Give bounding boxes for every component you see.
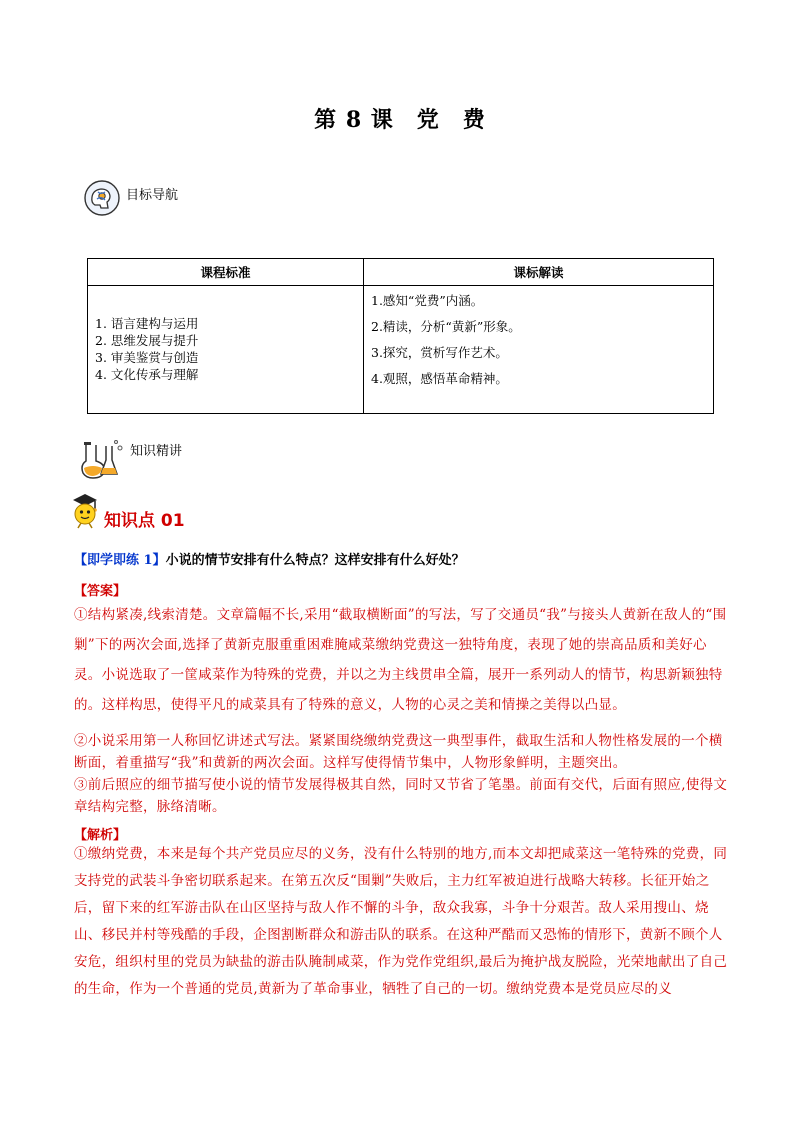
answer-paragraph-2: ②小说采用第一人称回忆讲述式写法。紧紧围绕缴纳党费这一典型事件，截取生活和人物性格发展的一个横断面，着重描写“我”和黄新的两次会面。这样写使得情节集中，人物形象鲜明，主题突出。	[74, 733, 723, 771]
brain-gear-icon	[82, 178, 122, 222]
exercise-question-text: 小说的情节安排有什么特点？这样安排有什么好处？	[165, 553, 465, 568]
list-item: 3. 审美鉴赏与创造	[95, 350, 199, 365]
table-row	[88, 286, 714, 414]
page-title: 第 8 课 党 费	[314, 107, 486, 133]
list-item: 1. 语言建构与运用	[95, 316, 199, 331]
exercise-question	[74, 549, 465, 568]
graduate-mascot-icon	[70, 491, 100, 533]
table-header-row	[88, 259, 714, 286]
interpretation-list	[371, 291, 712, 395]
goal-nav-label: 目标导航	[126, 188, 179, 203]
table-cell-standards	[88, 286, 364, 414]
curriculum-table	[87, 258, 714, 414]
goal-nav-section	[82, 178, 178, 222]
table-cell-interpretations	[364, 286, 714, 414]
table-header-standard: 课程标准	[88, 259, 364, 286]
list-item: 4. 文化传承与理解	[95, 367, 199, 382]
analysis-paragraph-1: ①缴纳党费，本来是每个共产党员应尽的义务，没有什么特别的地方,而本文却把咸菜这一笔特殊的党费，同支持党的武装斗争密切联系起来。在第五次反“围剿”失败后，主力红军被迫进行战略大转移。长征开始之后，留下来的红军游击队在山区坚持与敌人作不懈的斗争，敌众我寡，斗争十分艰苦。敌人采用搜山、烧山、移民并村等残酷的手段，企图割断群众和游击队的联系。在这种严酷而又恐怖的情形下，黄新不顾个人安危，组织村里的党员为缺盐的游击队腌制咸菜，作为党作党组织,最后为掩护战友脱险，光荣地献出了自己的生命，作为一个普通的党员,黄新为了革命事业，牺牲了自己的一切。缴纳党费本是党员应尽的义	[74, 846, 728, 997]
list-item: 4.观照，感悟革命精神。	[371, 371, 508, 386]
list-item: 2. 思维发展与提升	[95, 333, 199, 348]
analysis-tag: 【解析】	[74, 828, 127, 843]
answer-paragraph-3: ③前后照应的细节描写使小说的情节发展得极其自然，同时又节省了笔墨。前面有交代，后面有照应,使得文章结构完整，脉络清晰。	[74, 777, 728, 815]
knowledge-section	[80, 436, 182, 484]
table-header-interpretation: 课标解读	[364, 259, 714, 286]
lab-flask-icon	[80, 436, 126, 484]
standards-list	[95, 315, 362, 383]
knowledge-point-heading	[70, 491, 185, 533]
exercise-tag: 【即学即练 1】	[74, 553, 166, 568]
list-item: 3.探究，赏析写作艺术。	[371, 345, 508, 360]
list-item: 2.精读，分析“黄新”形象。	[371, 319, 521, 334]
answer-tag: 【答案】	[74, 584, 127, 599]
knowledge-point-label: 知识点 01	[104, 511, 185, 531]
list-item: 1.感知“党费”内涵。	[371, 293, 484, 308]
answer-paragraph-1: ①结构紧凑,线索清楚。文章篇幅不长,采用“截取横断面”的写法，写了交通员“我”与接头人黄新在敌人的“围剿”下的两次会面,选择了黄新克服重重困难腌咸菜缴纳党费这一独特角度，表现了她的崇高品质和美好心灵。小说选取了一筐咸菜作为特殊的党费，并以之为主线贯串全篇，展开一系列动人的情节，构思新颖独特的。这样构思，使得平凡的咸菜具有了特殊的意义，人物的心灵之美和情操之美得以凸显。	[74, 607, 727, 713]
knowledge-label: 知识精讲	[130, 444, 183, 459]
